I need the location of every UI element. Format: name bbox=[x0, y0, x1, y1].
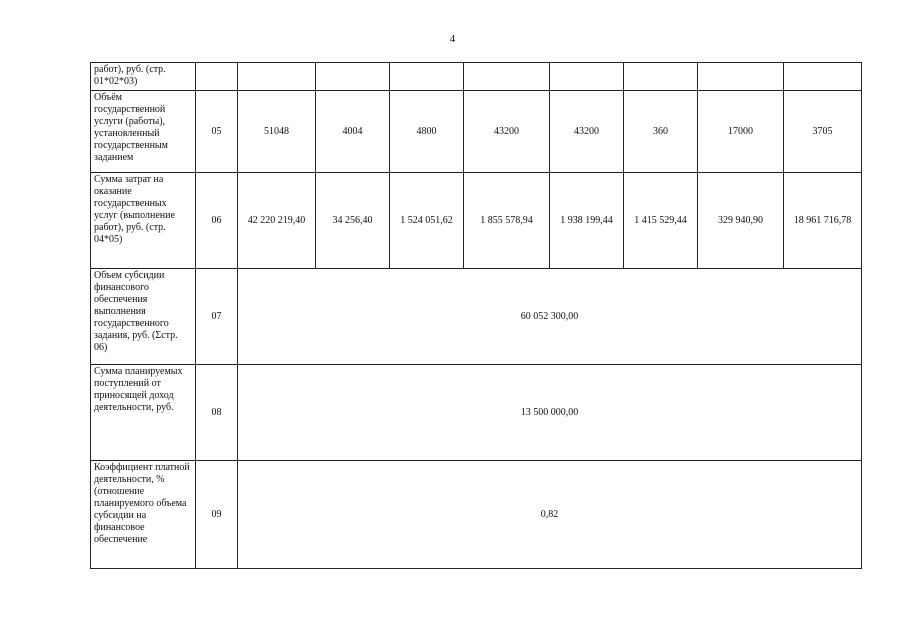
row-label: Сумма планируемых поступлений от приносящей доход деятельности, руб. bbox=[91, 365, 196, 461]
table-row bbox=[91, 91, 862, 173]
row-code: 05 bbox=[196, 91, 238, 173]
row-code bbox=[196, 63, 238, 91]
merged-value-cell: 0,82 bbox=[238, 461, 862, 569]
table-cell bbox=[464, 63, 550, 91]
table-cell bbox=[624, 63, 698, 91]
table-row bbox=[91, 269, 862, 365]
table-cell bbox=[390, 63, 464, 91]
table-cell: 1 415 529,44 bbox=[624, 173, 698, 269]
table-cell bbox=[550, 63, 624, 91]
row-code: 09 bbox=[196, 461, 238, 569]
row-code: 07 bbox=[196, 269, 238, 365]
table-cell: 17000 bbox=[698, 91, 784, 173]
row-code: 06 bbox=[196, 173, 238, 269]
table-cell: 43200 bbox=[550, 91, 624, 173]
table-cell bbox=[698, 63, 784, 91]
table-cell: 1 524 051,62 bbox=[390, 173, 464, 269]
merged-value-cell: 60 052 300,00 bbox=[238, 269, 862, 365]
row-label: работ), руб. (стр. 01*02*03) bbox=[91, 63, 196, 91]
budget-table bbox=[90, 62, 862, 569]
row-label: Объем субсидии финансового обеспечения выполнения государственного задания, руб. (Σстр. 06) bbox=[91, 269, 196, 365]
table-cell: 4800 bbox=[390, 91, 464, 173]
row-label: Объём государственной услуги (работы), установленный государственным заданием bbox=[91, 91, 196, 173]
table-cell: 3705 bbox=[784, 91, 862, 173]
table-cell bbox=[784, 63, 862, 91]
table-cell: 51048 bbox=[238, 91, 316, 173]
table-cell bbox=[316, 63, 390, 91]
table-row bbox=[91, 365, 862, 461]
table-row bbox=[91, 173, 862, 269]
table-cell: 42 220 219,40 bbox=[238, 173, 316, 269]
table-cell: 329 940,90 bbox=[698, 173, 784, 269]
table-cell: 34 256,40 bbox=[316, 173, 390, 269]
merged-value-cell: 13 500 000,00 bbox=[238, 365, 862, 461]
page-number: 4 bbox=[449, 33, 456, 45]
table-cell: 1 855 578,94 bbox=[464, 173, 550, 269]
table-cell: 4004 bbox=[316, 91, 390, 173]
table-cell: 43200 bbox=[464, 91, 550, 173]
table-cell: 18 961 716,78 bbox=[784, 173, 862, 269]
table-cell: 360 bbox=[624, 91, 698, 173]
row-label: Сумма затрат на оказание государственных услуг (выполнение работ), руб. (стр. 04*05) bbox=[91, 173, 196, 269]
row-code: 08 bbox=[196, 365, 238, 461]
table-row bbox=[91, 63, 862, 91]
table-cell: 1 938 199,44 bbox=[550, 173, 624, 269]
row-label: Коэффициент платной деятельности, % (отношение планируемого объема субсидии на финансовое обеспечение bbox=[91, 461, 196, 569]
table-row bbox=[91, 461, 862, 569]
table-cell bbox=[238, 63, 316, 91]
